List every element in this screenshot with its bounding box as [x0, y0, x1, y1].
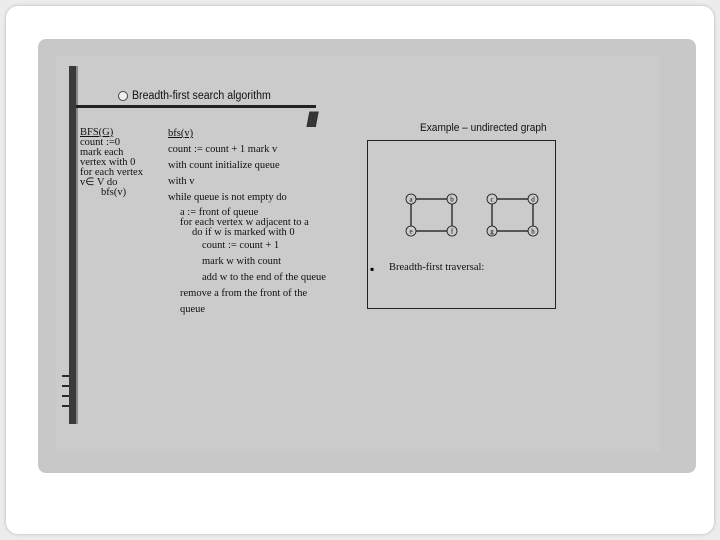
- slide: [6, 6, 714, 534]
- graph-svg: [368, 141, 555, 308]
- code-line: queue: [180, 304, 206, 315]
- slide-title: Breadth-first search algorithm: [132, 90, 271, 102]
- code-line: for each vertex: [80, 167, 143, 178]
- graph-node-label: d: [531, 195, 535, 204]
- code-line: for each vertex w adjacent to a: [180, 217, 309, 228]
- graph-box: [367, 140, 556, 309]
- bar-tick: [62, 405, 69, 407]
- vertical-bar: [69, 66, 76, 424]
- code-line: add w to the end of the queue: [202, 272, 326, 283]
- code-line: count := count + 1 mark v: [168, 144, 278, 155]
- code-line: BFS(G): [80, 127, 114, 138]
- title-underline: [76, 105, 316, 108]
- graph-node-a: [406, 194, 416, 204]
- code-line: bfs(v): [168, 128, 194, 139]
- bar-tick: [62, 375, 69, 377]
- slide-title-row: [118, 90, 283, 102]
- code-line: remove a from the front of the: [180, 288, 308, 299]
- code-line: a := front of queue: [180, 207, 259, 218]
- code-line: count :=0: [80, 137, 121, 148]
- left-pseudocode: [80, 128, 160, 198]
- code-line: while queue is not empty do: [168, 192, 287, 203]
- ornament: III: [306, 107, 316, 132]
- graph-node-c: [487, 194, 497, 204]
- graph-node-label: e: [409, 227, 413, 236]
- content-inner: [56, 56, 660, 452]
- graph-node-b: [447, 194, 457, 204]
- graph-node-label: b: [450, 195, 454, 204]
- code-line: with v: [168, 176, 195, 187]
- code-line: v∈ V do: [80, 177, 118, 188]
- code-line: bfs(v): [101, 187, 127, 198]
- bar-tick: [62, 385, 69, 387]
- code-line: count := count + 1: [202, 240, 280, 251]
- graph-node-f: [447, 226, 457, 236]
- code-line: vertex with 0: [80, 157, 136, 168]
- graph-node-h: [528, 226, 538, 236]
- graph-node-e: [406, 226, 416, 236]
- code-line: do if w is marked with 0: [192, 227, 295, 238]
- graph-node-g: [487, 226, 497, 236]
- graph-node-label: g: [490, 227, 494, 236]
- graph-node-d: [528, 194, 538, 204]
- square-bullet-icon: ▪: [370, 262, 375, 276]
- code-line: mark w with count: [202, 256, 282, 267]
- code-line: mark each: [80, 147, 124, 158]
- bar-tick: [62, 395, 69, 397]
- graph-node-label: f: [450, 227, 454, 236]
- traversal-label: Breadth-first traversal:: [389, 262, 485, 273]
- graph-node-label: a: [409, 195, 413, 204]
- circle-bullet-icon: [118, 91, 128, 101]
- example-title: Example – undirected graph: [420, 122, 547, 134]
- code-line: with count initialize queue: [168, 160, 280, 171]
- graph-node-label: h: [531, 227, 535, 236]
- graph-node-label: c: [490, 195, 494, 204]
